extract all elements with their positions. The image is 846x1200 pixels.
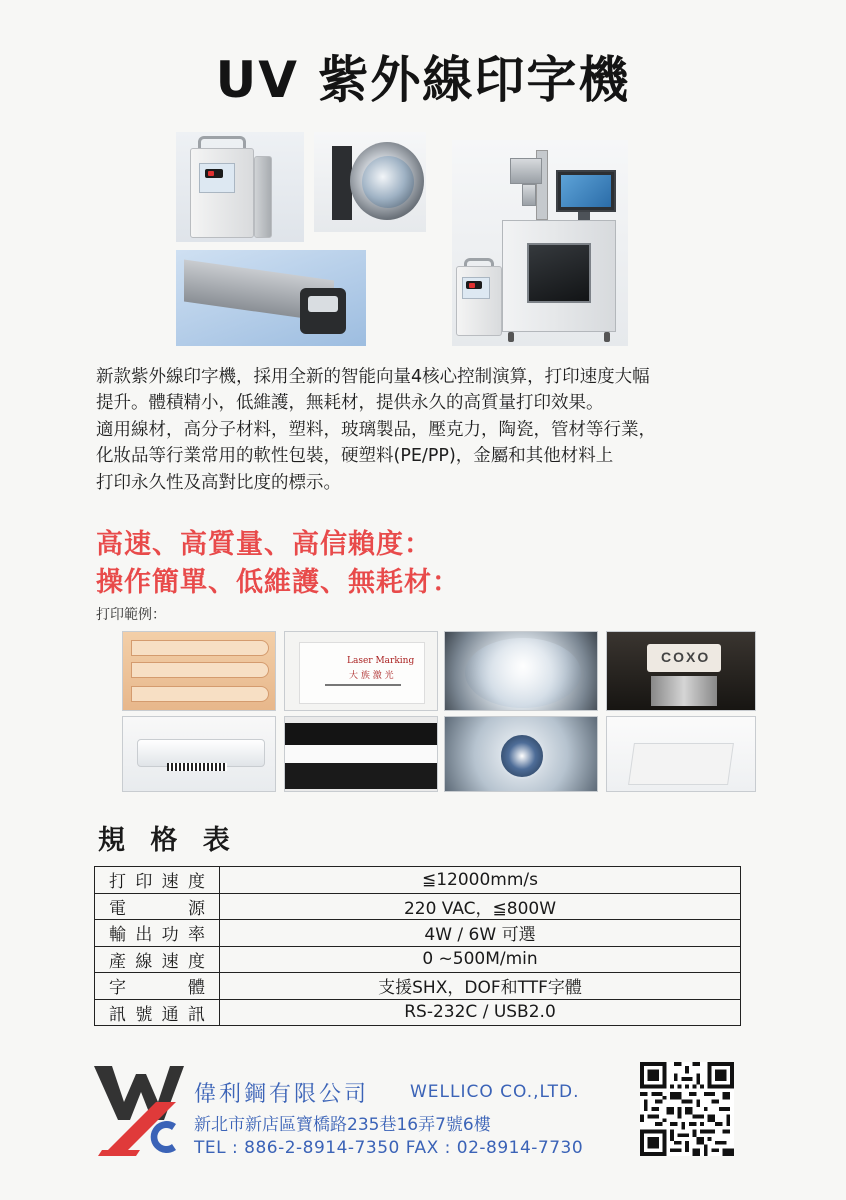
highlight-quality: 高速、高質量、高信賴度： <box>96 529 432 560</box>
qr-code-icon <box>640 1062 734 1156</box>
company-name-en: WELLICO CO.,LTD. <box>410 1082 580 1102</box>
sample-image-wire <box>122 631 276 711</box>
spec-value: 220 VAC，≦800W <box>220 893 741 920</box>
spec-label: 訊號通訊 <box>95 999 220 1026</box>
spec-table-title: 規 格 表 <box>98 825 238 856</box>
sample-image-crystal <box>444 631 598 711</box>
sample-image-glass-logo <box>444 716 598 792</box>
product-photo-laser-head <box>176 250 366 346</box>
product-photo-lens <box>314 132 426 232</box>
table-row <box>95 893 741 920</box>
sample-image-card <box>284 631 438 711</box>
spec-value: 0 ~500M/min <box>220 946 741 973</box>
company-phone-fax: TEL : 886-2-8914-7350 FAX : 02-8914-7730 <box>194 1138 584 1158</box>
sample-image-strips <box>284 716 438 792</box>
page-title: UV 紫外線印字機 <box>215 51 631 109</box>
spec-value: RS-232C / USB2.0 <box>220 999 741 1026</box>
spec-table <box>94 866 741 1026</box>
product-photo-machine <box>452 140 628 346</box>
spec-value: ≦12000mm/s <box>220 867 741 894</box>
description-line: 新款紫外線印字機，採用全新的智能向量4核心控制演算，打印速度大幅 <box>96 367 650 387</box>
spec-value: 4W / 6W 可選 <box>220 920 741 947</box>
spec-label: 字體 <box>95 973 220 1000</box>
spec-label: 電源 <box>95 893 220 920</box>
table-row <box>95 946 741 973</box>
samples-label: 打印範例： <box>96 607 166 623</box>
sample-card-title: Laser Marking <box>347 656 415 666</box>
sample-cap-text: COXO <box>661 649 711 665</box>
sample-image-box <box>606 716 756 792</box>
table-row <box>95 867 741 894</box>
spec-value: 支援SHX，DOF和TTF字體 <box>220 973 741 1000</box>
product-description <box>96 364 756 496</box>
company-address: 新北市新店區寶橋路235巷16弄7號6樓 <box>194 1115 491 1135</box>
sample-card-subtitle: 大 族 激 光 <box>349 671 394 681</box>
table-row <box>95 973 741 1000</box>
description-line: 化妝品等行業常用的軟性包裝，硬塑料(PE/PP)，金屬和其他材料上 <box>96 446 614 467</box>
table-row <box>95 920 741 947</box>
description-line: 提升。體積精小，低維護，無耗材，提供永久的高質量打印效果。 <box>96 393 604 414</box>
highlight-maintenance: 操作簡單、低維護、無耗材： <box>96 567 460 598</box>
product-photo-chiller <box>176 132 304 242</box>
description-line: 打印永久性及高對比度的標示。 <box>96 472 341 493</box>
spec-label: 打印速度 <box>95 867 220 894</box>
sample-image-cap <box>606 631 756 711</box>
spec-label: 產線速度 <box>95 946 220 973</box>
sample-image-tube <box>122 716 276 792</box>
description-line: 適用線材，高分子材料，塑料，玻璃製品，壓克力，陶瓷，管材等行業， <box>96 419 656 440</box>
table-row <box>95 999 741 1026</box>
company-name-zh: 偉利鋼有限公司 <box>194 1082 370 1107</box>
company-logo-icon <box>92 1062 186 1158</box>
spec-label: 輸出功率 <box>95 920 220 947</box>
